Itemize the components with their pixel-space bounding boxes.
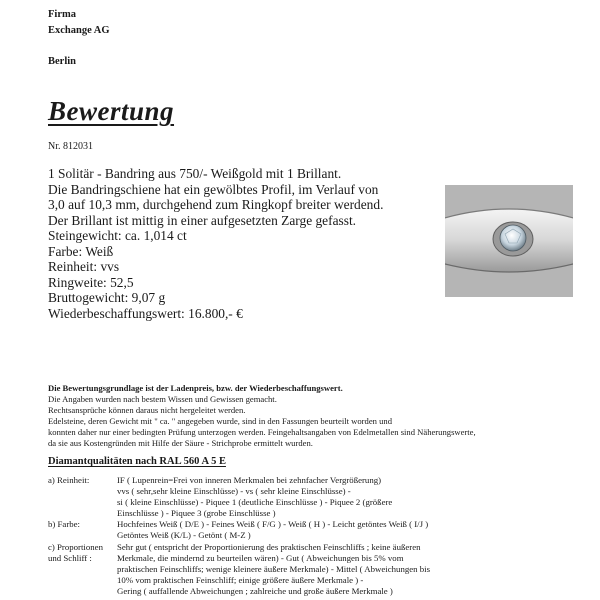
clarity-scale-line: IF ( Lupenrein=Frei von inneren Merkmalen bei zehnfacher Vergrößerung)	[117, 475, 382, 485]
replacement-value: Wiederbeschaffungswert: 16.800,- €	[48, 305, 243, 321]
clarity-scale-line: vvs ( sehr,sehr kleine Einschlüsse) - vs ( sehr kleine Einschlüsse) -	[117, 486, 351, 496]
valuation-basis	[48, 383, 578, 449]
clarity-scale-line: si ( kleine Einschlüsse) - Piquee 1 (deutliche Einschlüsse ) - Piquee 2 (größere	[117, 497, 393, 507]
proportion-label-line: und Schliff :	[48, 553, 92, 563]
ring-size: Ringweite: 52,5	[48, 274, 134, 290]
proportion-scale	[117, 542, 582, 597]
ring-illustration	[445, 185, 573, 297]
ring-photo-icon	[445, 185, 573, 297]
clarity-label: a) Reinheit:	[48, 475, 90, 485]
basis-heading: Die Bewertungsgrundlage ist der Ladenpreis, bzw. der Wiederbeschaffungswert.	[48, 383, 343, 393]
clarity-scale-line: Einschlüsse ) - Piquee 3 (grobe Einschlüsse )	[117, 508, 276, 518]
description-line: Die Bandringschiene hat ein gewölbtes Profil, im Verlauf von	[48, 181, 379, 197]
description-line: 1 Solitär - Bandring aus 750/- Weißgold mit 1 Brillant.	[48, 166, 342, 181]
proportion-scale-line: Sehr gut ( entspricht der Proportionierung des praktischen Feinschliffs ; keine äußeren	[117, 542, 421, 552]
color-scale-line: Hochfeines Weiß ( D/E ) - Feines Weiß ( F/G ) - Weiß ( H ) - Leicht getöntes Weiß ( I/J )	[117, 519, 429, 529]
item-description	[48, 166, 428, 321]
proportion-scale-line: praktischen Feinschliffs; wenige kleinere äußere Merkmale) - Mittel ( Abweichungen bis	[117, 564, 431, 574]
proportion-scale-line: 10% vom praktischen Feinschliff; einige größere äußere Merkmale ) -	[117, 575, 364, 585]
description-line: Der Brillant ist mittig in einer aufgesetzten Zarge gefasst.	[48, 212, 357, 228]
clarity-scale	[117, 475, 582, 519]
proportion-label-line: c) Proportionen	[48, 542, 103, 552]
basis-line: Rechtsansprüche können daraus nicht hergeleitet werden.	[48, 405, 246, 415]
company-name-line2: Exchange AG	[48, 25, 110, 36]
company-name-line1: Firma	[48, 9, 76, 20]
basis-line: da sie aus Kostengründen mit Hilfe der Säure - Strichprobe ermittelt wurden.	[48, 438, 313, 448]
basis-line: konnten daher nur einer bedingten Prüfung unterzogen werden. Feingehaltsangaben von Edelmetallen sind Näherungswerte,	[48, 427, 476, 437]
color-label: b) Farbe:	[48, 519, 81, 529]
company-city: Berlin	[48, 56, 76, 67]
color-scale	[117, 519, 582, 541]
reference-number: Nr. 812031	[48, 141, 93, 152]
gross-weight: Bruttogewicht: 9,07 g	[48, 290, 166, 305]
proportion-scale-line: Gering ( auffallende Abweichungen ; zahlreiche und große äußere Merkmale )	[117, 586, 393, 596]
clarity-grade: Reinheit: vvs	[48, 259, 120, 274]
color-scale-line: Getöntes Weiß (K/L) - Getönt ( M-Z )	[117, 530, 251, 540]
document-title: Bewertung	[48, 96, 175, 126]
color-grade: Farbe: Weiß	[48, 243, 114, 259]
basis-line: Edelsteine, deren Gewicht mit " ca. " angegeben wurde, sind in den Fassungen beurteilt worden und	[48, 416, 392, 426]
proportion-label	[48, 542, 103, 564]
basis-line: Die Angaben wurden nach bestem Wissen und Gewissen gemacht.	[48, 394, 277, 404]
proportion-scale-line: Merkmale, die mindernd zu beurteilen wären) - Gut ( Abweichungen bis 5% vom	[117, 553, 404, 563]
stone-weight: Steingewicht: ca. 1,014 ct	[48, 228, 187, 243]
description-line: 3,0 auf 10,3 mm, durchgehend zum Ringkopf breiter werdend.	[48, 197, 384, 212]
diamond-quality-title: Diamantqualitäten nach RAL 560 A 5 E	[48, 456, 226, 467]
